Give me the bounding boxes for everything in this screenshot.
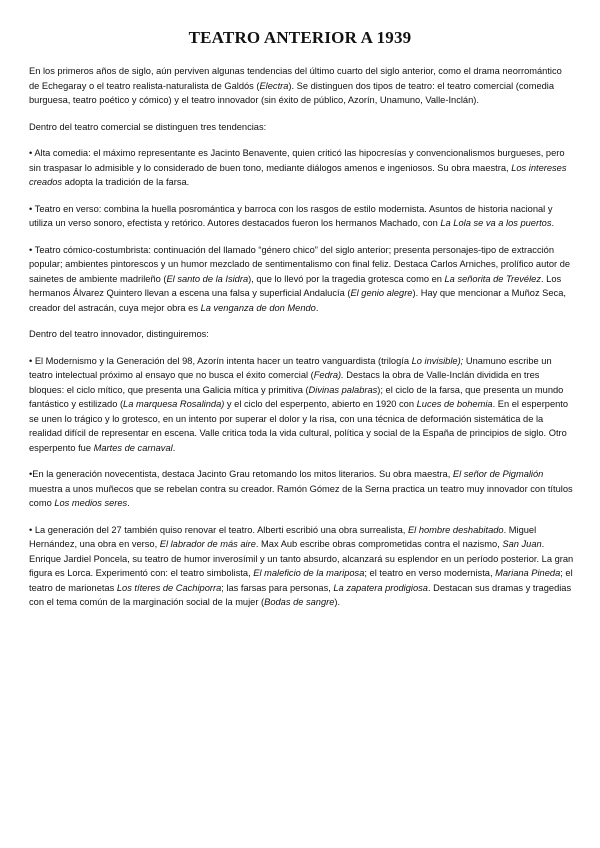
teatro-comico-paragraph: • Teatro cómico-costumbrista: continuación del llamado “género chico” del siglo anterior; presenta personajes-tipo de extracción popular; ambientes pintorescos y un humor mezclado de sentimentalismo con final feliz. Destaca Carlos Arniches, prolífico autor de sainetes de ambiente madrileño (El santo de la Isidra), que lo llevó por la tragedia grotesca como en La señorita de Trevélez. Los hermanos Álvarez Quintero llevan a escena una falsa y superficial Andalucía (El genio alegre). Hay que mencionar a Muñoz Seca, creador del astracán, cuya mejor obra es La venganza de don Mendo. [29, 244, 571, 313]
document-body [29, 64, 574, 622]
modernismo-paragraph: • El Modernismo y la Generación del 98, Azorín intenta hacer un teatro vanguardista (trilogía Lo invisible); Unamuno escribe un teatro intelectual próximo al ensayo que no busca el éxito comercial (Fedra). Destacs la obra de Valle-Inclán dividida en tres bloques: el ciclo mítico, que presenta una Galicia mítica y primitiva (Divinas palabras); el ciclo de la farsa, que presenta un mundo fantástico y estilizado (La marquesa Rosalinda) y el ciclo del esperpento, abierto en 1920 con Luces de bohemia. En el esperpento se unen lo trágico y lo grotesco, en un intento por superar el dolor y la risa, con una técnica de deformación sistemática de la realidad difícil de representar en escena. Valle critica toda la vida cultural, política y social de la España de principios de siglo. Otro esperpento fue Martes de carnaval. [29, 355, 569, 453]
comercial-heading: Dentro del teatro comercial se distinguen tres tendencias: [29, 121, 267, 132]
teatro-verso-paragraph: • Teatro en verso: combina la huella posromántica y barroca con los rasgos de estilo modernista. Asuntos de historia nacional y utiliza un verso sonoro, efectista y retórico. Autores destacados fueron los hermanos Machado, con La Lola se va a los puertos. [29, 203, 555, 228]
page-title: TEATRO ANTERIOR A 1939 [188, 28, 412, 47]
generacion-27-paragraph: • La generación del 27 también quiso renovar el teatro. Alberti escribió una obra surrealista, El hombre deshabitado. Miguel Hernández, una obra en verso, El labrador de más aire. Max Aub escribe obras comprometidas contra el nazismo, San Juan. Enrique Jardiel Poncela, su teatro de humor inverosímil y un tanto absurdo, alcanzará su esplendor en un período posterior. La gran figura es Lorca. Experimentó con: el teatro simbolista, El maleficio de la mariposa; el teatro en verso modernista, Mariana Pineda; el teatro de marionetas Los títeres de Cachiporra; las farsas para personas, La zapatera prodigiosa. Destacan sus dramas y tragedias con el tema común de la marginación social de la mujer (Bodas de sangre). [29, 524, 574, 607]
alta-comedia-paragraph: • Alta comedia: el máximo representante es Jacinto Benavente, quien criticó las hipocresías y convencionalismos burgueses, pero sin traspasar lo admisible y lo considerado de buen tono, mediante diálogos amenos e ingeniosos. Su obra maestra, Los intereses creados adopta la tradición de la farsa. [29, 148, 567, 187]
innovador-heading: Dentro del teatro innovador, distinguiremos: [29, 329, 209, 339]
novecentista-paragraph: •En la generación novecentista, destaca Jacinto Grau retomando los mitos literarios. Su obra maestra, El señor de Pigmalión muestra a unos muñecos que se rebelan contra su creador. Ramón Gómez de la Serna practica un teatro muy innovador con títulos como Los medios seres. [29, 469, 573, 508]
intro-paragraph: En los primeros años de siglo, aún perviven algunas tendencias del último cuarto del siglo anterior, como el drama neorromántico de Echegaray o el teatro realista-naturalista de Galdós (Electra). Se distinguen dos tipos de teatro: el teatro comercial (comedia burguesa, teatro poético y cómico) y el teatro innovador (sin éxito de público, Azorín, Unamuno, Valle-Inclán). [29, 66, 562, 105]
